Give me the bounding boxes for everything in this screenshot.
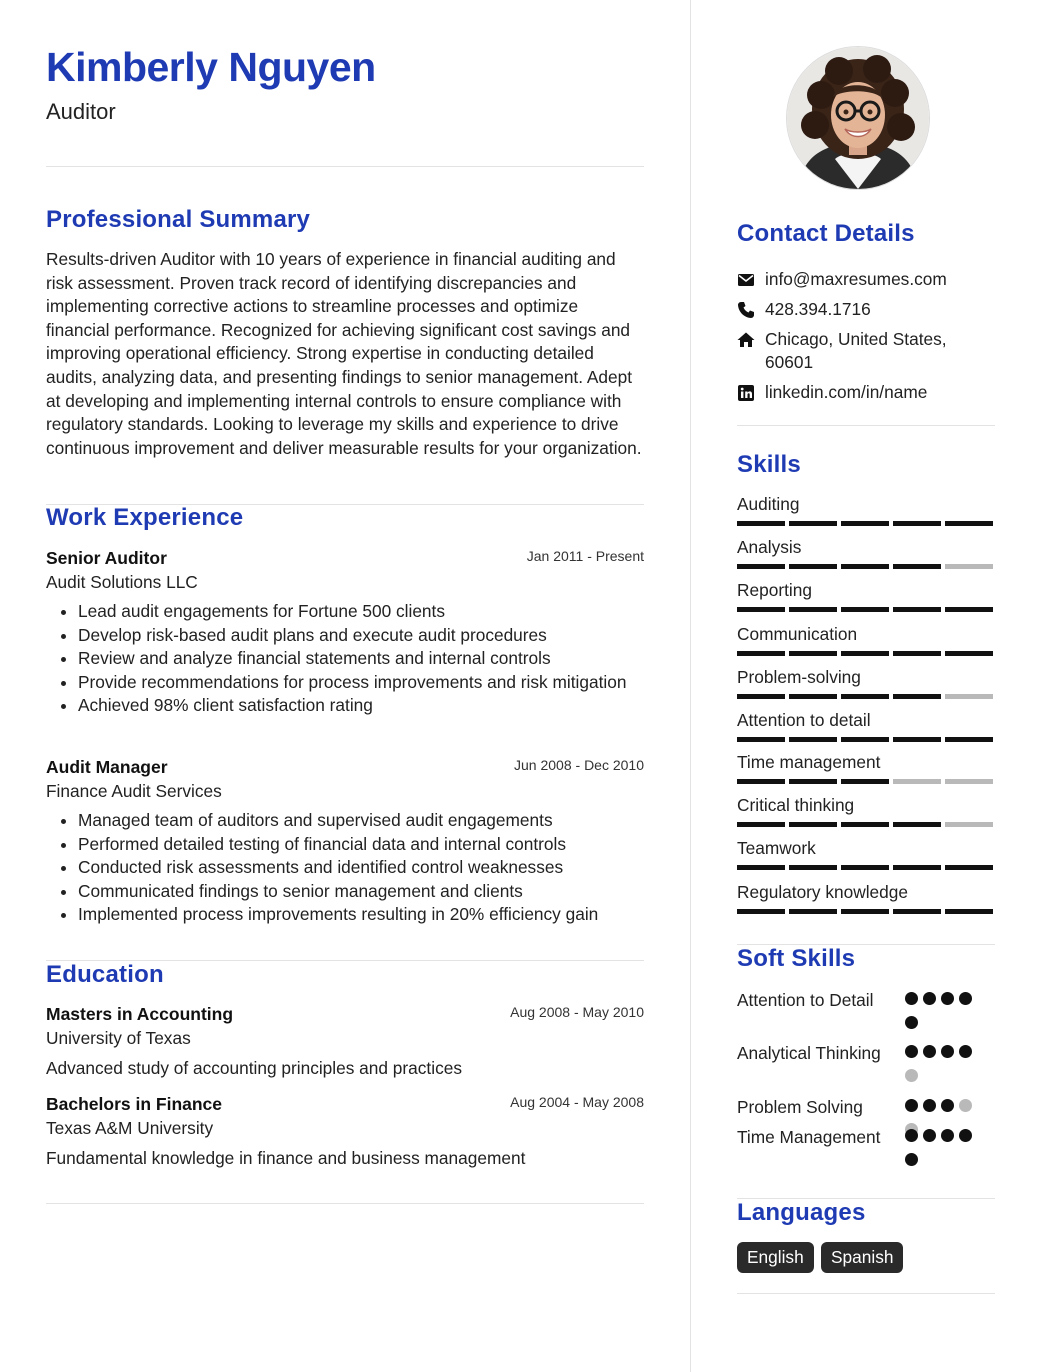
education-dates: Aug 2008 - May 2010 [510, 1004, 644, 1020]
skill-item [737, 752, 993, 773]
list-item: • Review and analyze financial statements and internal controls [78, 647, 644, 671]
skill-level-segment [945, 694, 993, 699]
rating-dot [905, 1045, 918, 1058]
skill-level-segment [789, 564, 837, 569]
skill-level-segment [841, 865, 889, 870]
rating-dot [959, 992, 972, 1005]
skill-label: Analysis [737, 537, 802, 557]
skill-level-segment [737, 779, 785, 784]
skill-item [737, 710, 993, 731]
skill-item [737, 795, 993, 816]
skill-level-bar [737, 521, 993, 526]
skill-level-segment [789, 694, 837, 699]
skill-label: Reporting [737, 580, 812, 600]
job-bullets [46, 600, 644, 718]
skill-level-segment [841, 521, 889, 526]
candidate-title: Auditor [46, 99, 116, 124]
skill-item [737, 624, 993, 645]
degree: Bachelors in Finance [46, 1094, 223, 1114]
header-divider [46, 166, 644, 167]
rating-dot [905, 1069, 918, 1082]
soft-skill-label: Attention to Detail [737, 990, 874, 1010]
skill-level-segment [945, 737, 993, 742]
skill-level-bar [737, 607, 993, 612]
soft-skill-label: Problem Solving [737, 1097, 863, 1117]
phone-text: 428.394.1716 [765, 299, 871, 319]
skill-level-segment [789, 779, 837, 784]
skill-level-segment [945, 822, 993, 827]
list-item: • Lead audit engagements for Fortune 500 clients [78, 600, 644, 624]
skill-label: Auditing [737, 494, 800, 514]
rating-dot [905, 1129, 918, 1142]
skill-level-segment [841, 694, 889, 699]
rating-dot [941, 1099, 954, 1112]
skill-level-bar [737, 909, 993, 914]
job-company: Audit Solutions LLC [46, 572, 198, 592]
skill-item [737, 537, 993, 558]
summary-text: Results-driven Auditor with 10 years of experience in financial auditing and risk assessment. Proven track record of identifying discrepancies and implementing corrective actions to streamline processes and optimize financial performance. Recognized for achieving significant cost savings and improving operational efficiency. Strong expertise in conducting detailed audits, analyzing data, and presenting findings to senior management. Adept at developing and implementing internal controls to ensure compliance with regulatory standards. Looking to leverage my skills and experience to drive continuous improvement and deliver measurable results for your organization. [46, 249, 642, 458]
skill-item [737, 494, 993, 515]
profile-photo-icon [787, 47, 929, 189]
skill-level-segment [737, 651, 785, 656]
skill-level-bar [737, 564, 993, 569]
skill-level-segment [789, 521, 837, 526]
contact-heading: Contact Details [737, 220, 915, 247]
home-icon [737, 331, 755, 349]
skill-label: Time management [737, 752, 881, 772]
skill-level-segment [893, 564, 941, 569]
education-heading: Education [46, 961, 164, 988]
skill-level-segment [841, 822, 889, 827]
skill-level-segment [737, 521, 785, 526]
rating-dot [905, 1153, 918, 1166]
linkedin-icon [737, 384, 755, 402]
skill-level-segment [841, 737, 889, 742]
skill-label: Regulatory knowledge [737, 882, 908, 902]
skill-level-segment [893, 521, 941, 526]
list-item: • Communicated findings to senior management and clients [78, 880, 644, 904]
skill-label: Critical thinking [737, 795, 855, 815]
skill-level-segment [893, 737, 941, 742]
list-item: • Develop risk-based audit plans and execute audit procedures [78, 624, 644, 648]
job-company: Finance Audit Services [46, 781, 222, 801]
job-dates: Jun 2008 - Dec 2010 [514, 757, 644, 773]
skill-level-segment [841, 909, 889, 914]
school: University of Texas [46, 1028, 191, 1048]
rating-dot [959, 1099, 972, 1112]
skill-item [737, 882, 993, 903]
skill-level-segment [789, 651, 837, 656]
rating-dot [923, 992, 936, 1005]
education-description: Fundamental knowledge in finance and business management [46, 1148, 526, 1168]
skill-level-bar [737, 822, 993, 827]
skill-level-segment [945, 909, 993, 914]
skill-level-segment [737, 694, 785, 699]
languages-divider [737, 1293, 995, 1294]
envelope-icon [737, 271, 755, 289]
skill-level-segment [945, 651, 993, 656]
rating-dot [923, 1129, 936, 1142]
skill-level-bar [737, 651, 993, 656]
skill-level-segment [945, 607, 993, 612]
skill-level-segment [789, 737, 837, 742]
skill-level-segment [945, 779, 993, 784]
education-divider [46, 1203, 644, 1204]
list-item: • Managed team of auditors and supervised audit engagements [78, 809, 644, 833]
skill-level-segment [789, 607, 837, 612]
list-item: • Provide recommendations for process improvements and risk mitigation [78, 671, 644, 695]
skill-item [737, 580, 993, 601]
skill-level-segment [893, 607, 941, 612]
skill-level-segment [737, 737, 785, 742]
language-badge: Spanish [821, 1242, 903, 1273]
rating-dot [941, 1045, 954, 1058]
skill-label: Attention to detail [737, 710, 871, 730]
skill-level-segment [789, 822, 837, 827]
soft-skills-heading: Soft Skills [737, 945, 856, 972]
address-text: Chicago, United States, 60601 [765, 329, 947, 372]
skill-level-segment [737, 909, 785, 914]
education-dates: Aug 2004 - May 2008 [510, 1094, 644, 1110]
skill-level-bar [737, 737, 993, 742]
list-item: • Conducted risk assessments and identified control weaknesses [78, 856, 644, 880]
rating-dot [941, 992, 954, 1005]
linkedin-text: linkedin.com/in/name [765, 382, 928, 402]
skill-level-segment [945, 865, 993, 870]
skill-level-segment [841, 564, 889, 569]
skill-level-segment [737, 607, 785, 612]
skill-level-segment [841, 607, 889, 612]
soft-skill-label: Time Management [737, 1127, 881, 1147]
job-dates: Jan 2011 - Present [526, 548, 644, 564]
candidate-name: Kimberly Nguyen [46, 44, 376, 90]
skill-level-segment [893, 865, 941, 870]
skill-level-segment [945, 564, 993, 569]
skill-level-segment [893, 651, 941, 656]
rating-dot [905, 1016, 918, 1029]
skill-label: Communication [737, 624, 858, 644]
job-role: Senior Auditor [46, 548, 167, 568]
list-item: • Performed detailed testing of financial data and internal controls [78, 833, 644, 857]
skill-level-bar [737, 779, 993, 784]
rating-dot [905, 1099, 918, 1112]
skill-label: Teamwork [737, 838, 816, 858]
skill-level-segment [893, 779, 941, 784]
skill-level-segment [841, 779, 889, 784]
skill-label: Problem-solving [737, 667, 861, 687]
school: Texas A&M University [46, 1118, 214, 1138]
job-bullets [46, 809, 644, 927]
rating-dot [905, 992, 918, 1005]
skill-level-segment [893, 822, 941, 827]
job-role: Audit Manager [46, 757, 168, 777]
list-item: • Achieved 98% client satisfaction rating [78, 694, 644, 718]
contact-divider [737, 425, 995, 426]
education-description: Advanced study of accounting principles and practices [46, 1058, 462, 1078]
skill-item [737, 838, 993, 859]
skills-heading: Skills [737, 451, 801, 478]
skill-level-segment [789, 909, 837, 914]
skill-level-segment [893, 909, 941, 914]
degree: Masters in Accounting [46, 1004, 234, 1024]
rating-dot [941, 1129, 954, 1142]
soft-skill-label: Analytical Thinking [737, 1043, 881, 1063]
skill-level-bar [737, 694, 993, 699]
summary-heading: Professional Summary [46, 206, 311, 233]
email-text: info@maxresumes.com [765, 269, 947, 289]
language-badge: English [737, 1242, 814, 1273]
rating-dot [959, 1129, 972, 1142]
column-divider [690, 0, 691, 1372]
experience-heading: Work Experience [46, 504, 244, 531]
skill-level-segment [737, 865, 785, 870]
skill-level-segment [737, 822, 785, 827]
skill-level-segment [737, 564, 785, 569]
skill-level-bar [737, 865, 993, 870]
skill-level-segment [789, 865, 837, 870]
avatar [786, 46, 930, 190]
rating-dot [959, 1045, 972, 1058]
phone-icon [737, 301, 755, 319]
list-item: • Implemented process improvements resulting in 20% efficiency gain [78, 903, 644, 927]
skill-item [737, 667, 993, 688]
skill-level-segment [945, 521, 993, 526]
rating-dot [923, 1045, 936, 1058]
languages-heading: Languages [737, 1199, 866, 1226]
skill-level-segment [841, 651, 889, 656]
rating-dot [923, 1099, 936, 1112]
skill-level-segment [893, 694, 941, 699]
